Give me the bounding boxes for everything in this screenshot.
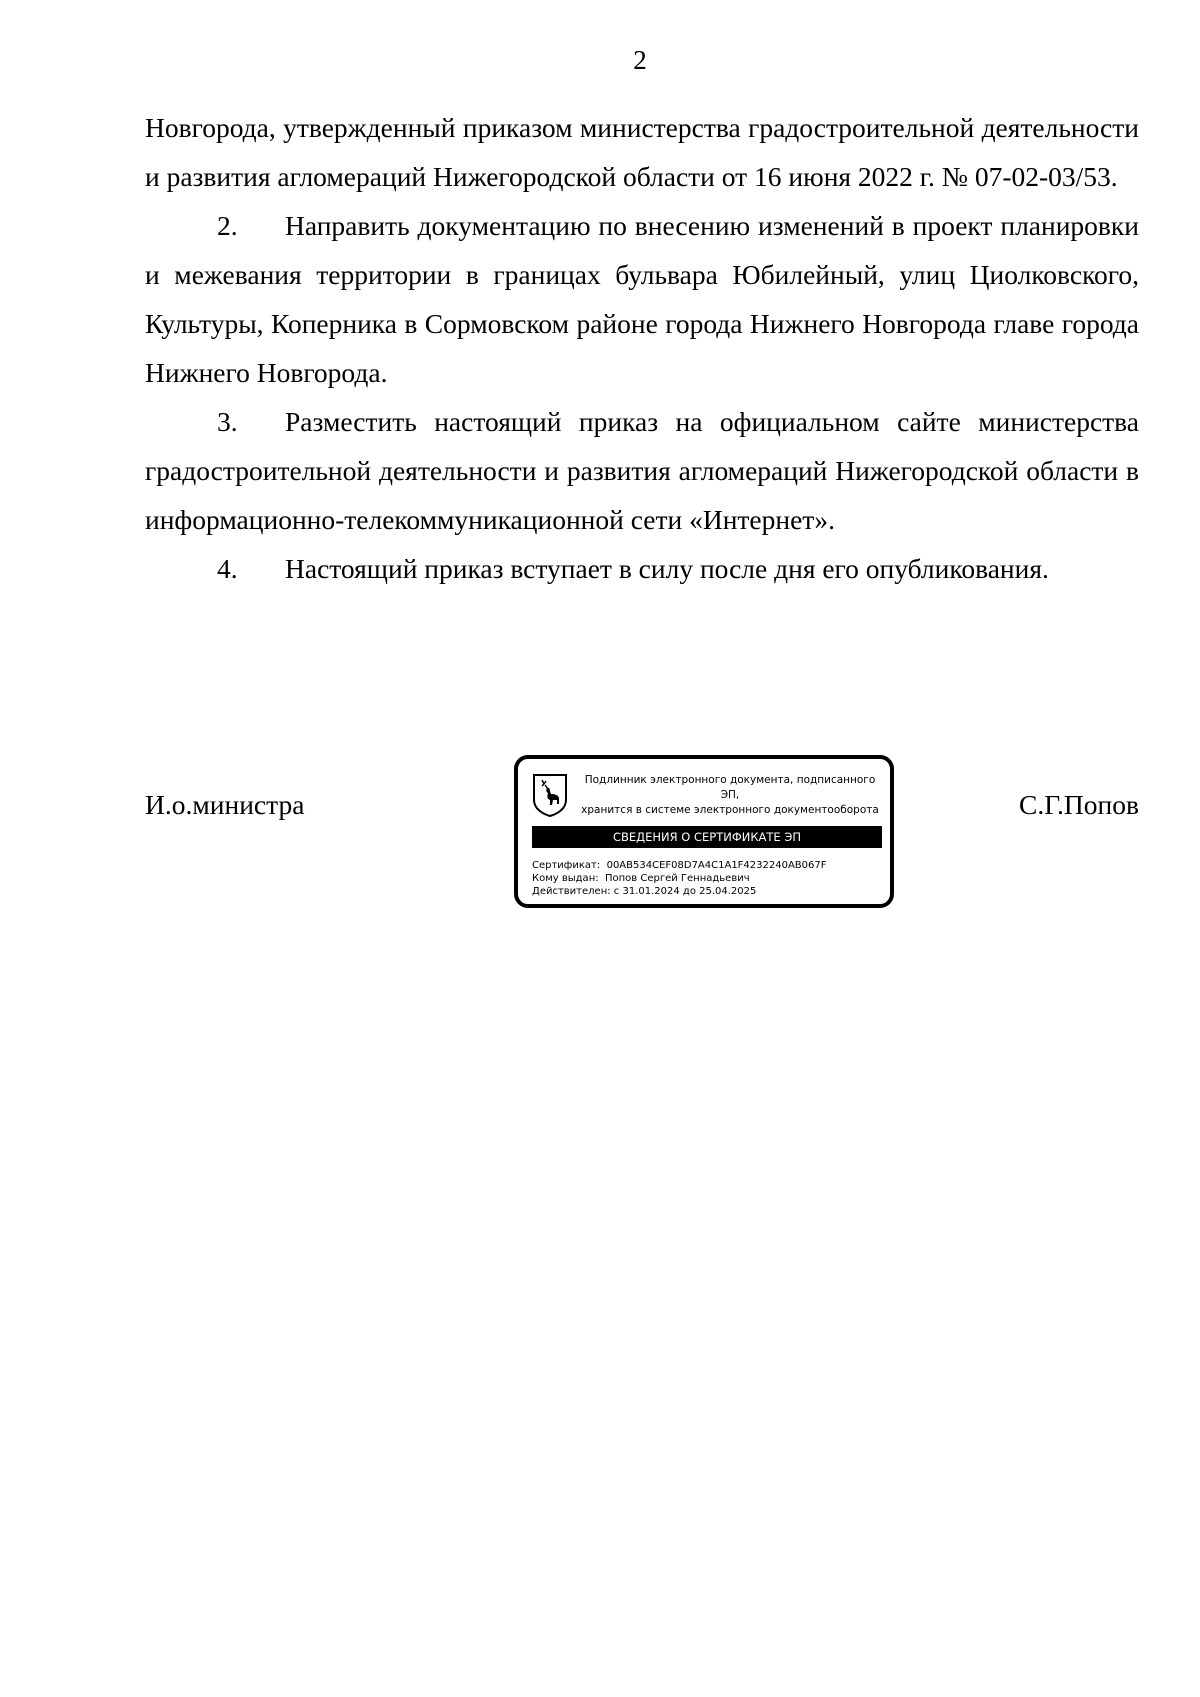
item-number: 3. [217,406,238,437]
stamp-header [576,773,884,818]
certificate-value: 00AB534CEF08D7A4C1A1F4232240AB067F [606,860,827,871]
validity-row [532,885,884,898]
paragraph-continuation: Новгорода, утвержденный приказом министерства градостроительной деятельности и развития агломераций Нижегородской области от 16 июня 2022 г. № 07-02-03/53. [145,112,1139,192]
paragraph-item-2 [145,201,1139,397]
item-text: Разместить настоящий приказ на официальном сайте министерства градостроительной деятельности и развития агломераций Нижегородской области в информационно-телекоммуникационной сети «Интернет». [145,406,1139,535]
electronic-signature-stamp [514,755,894,908]
item-text: Настоящий приказ вступает в силу после дня его опубликования. [285,553,1049,584]
deer-emblem-icon [531,772,569,818]
document-body [145,103,1139,593]
issued-to-label: Кому выдан: [532,873,599,884]
signatory-position: И.о.министра [145,789,305,820]
certificate-details [532,859,884,898]
valid-value: с 31.01.2024 до 25.04.2025 [613,886,757,897]
paragraph-item-3 [145,397,1139,544]
signatory-name: С.Г.Попов [1019,789,1139,820]
page-number: 2 [633,45,647,75]
item-number: 4. [217,553,238,584]
stamp-header-line-1: Подлинник электронного документа, подписанного ЭП, [584,774,876,801]
certificate-label: Сертификат: [532,860,601,871]
valid-label: Действителен: [532,886,611,897]
issued-to-row [532,872,884,885]
issued-to-value: Попов Сергей Геннадьевич [604,873,750,884]
signature-block [145,755,1139,915]
paragraph-item-4 [145,544,1139,593]
stamp-header-line-2: хранится в системе электронного документооборота [581,804,879,816]
item-number: 2. [217,210,238,241]
item-text: Направить документацию по внесению изменений в проект планировки и межевания территории в границах бульвара Юбилейный, улиц Циолковского, Культуры, Коперника в Сормовском районе города Нижнего Новгорода главе города Нижнего Новгорода. [145,210,1139,388]
certificate-info-bar: СВЕДЕНИЯ О СЕРТИФИКАТЕ ЭП [532,826,882,848]
certificate-row [532,859,884,872]
